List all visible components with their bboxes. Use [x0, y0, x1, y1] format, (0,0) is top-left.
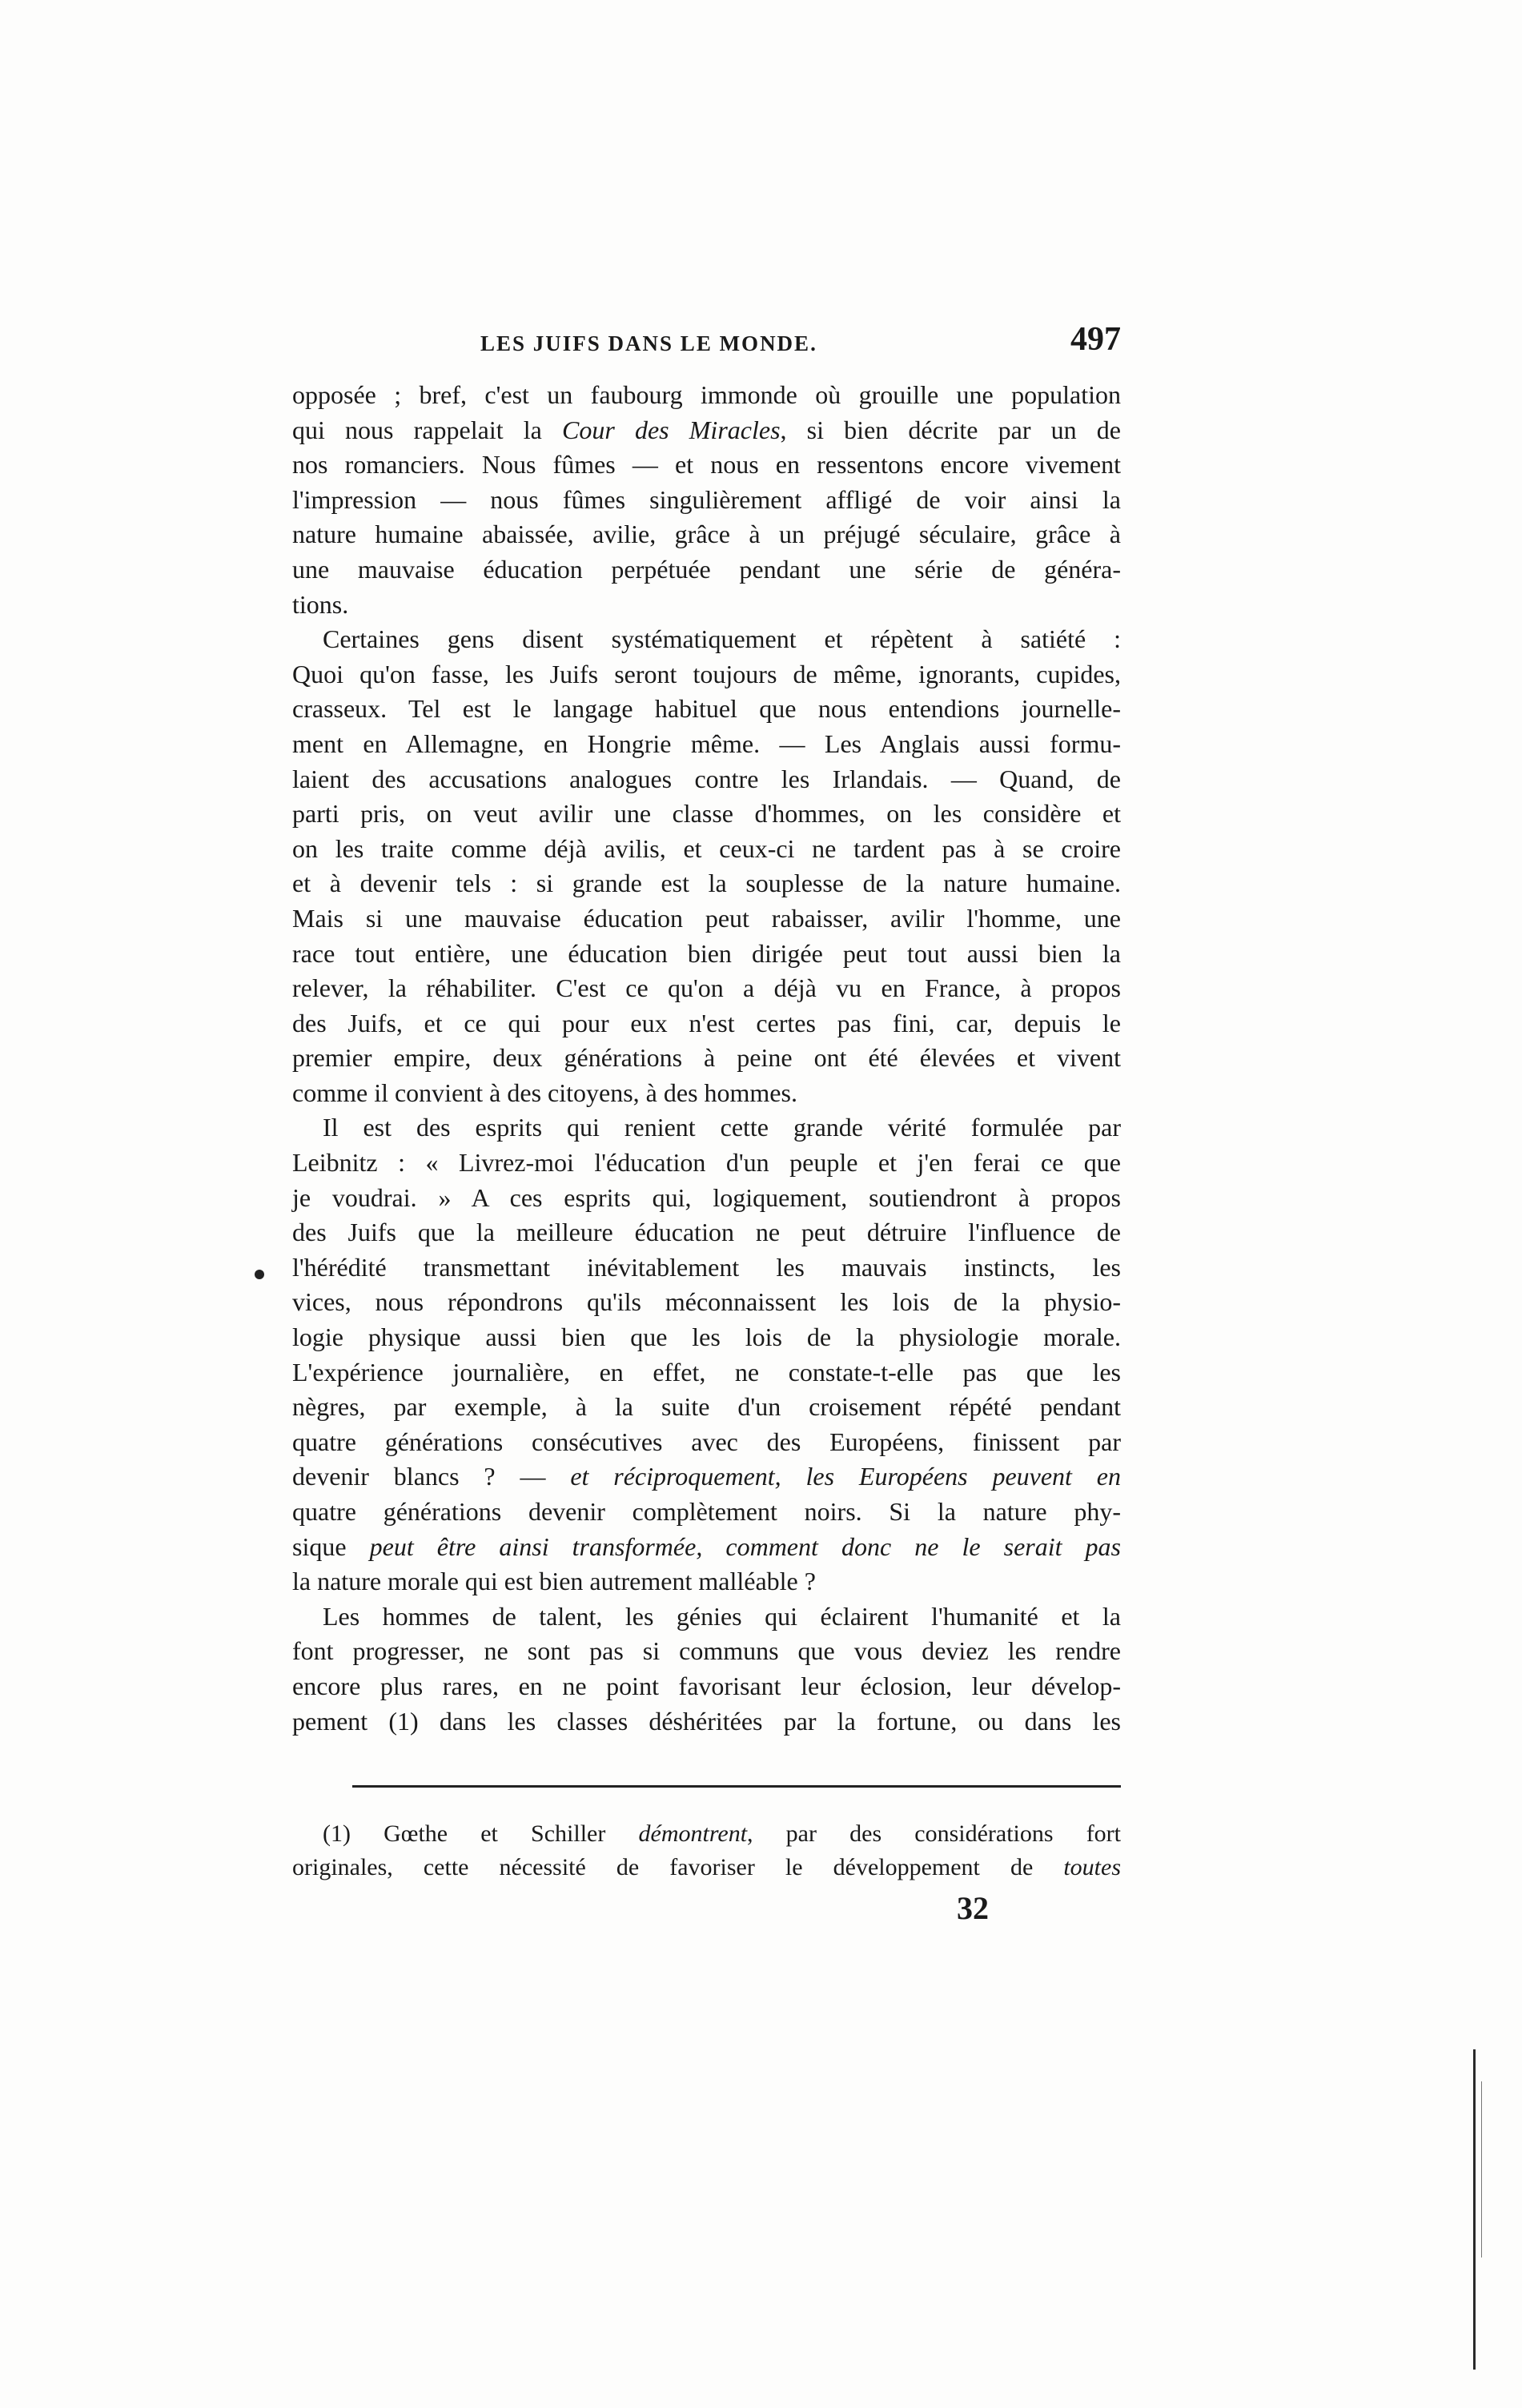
italic-segment: et réciproquement, les Européens peuvent en — [570, 1462, 1122, 1491]
binding-edge-mark — [1481, 2081, 1482, 2258]
text-line: laient des accusations analogues contre les Irlandais. — Quand, de — [292, 764, 1121, 793]
text-line: nègres, par exemple, à la suite d'un croisement répété pendant — [292, 1392, 1121, 1422]
footnote-line — [292, 1851, 1121, 1884]
text-line: font progresser, ne sont pas si communs que vous deviez les rendre — [292, 1636, 1121, 1666]
text-line: l'hérédité transmettant inévitablement les mauvais instincts, les — [292, 1252, 1121, 1282]
binding-edge-mark — [1473, 2049, 1476, 2370]
text-line: opposée ; bref, c'est un faubourg immonde où grouille une population — [292, 380, 1121, 409]
text-segment: qui nous rappelait la — [292, 415, 562, 444]
page-number: 497 — [1070, 321, 1121, 358]
text-line: race tout entière, une éducation bien dirigée peut tout aussi bien la — [292, 938, 1121, 968]
text-line — [292, 1459, 1121, 1495]
text-line: des Juifs, et ce qui pour eux n'est certes pas fini, car, depuis le — [292, 1008, 1121, 1037]
text-line: on les traite comme déjà avilis, et ceux-ci ne tardent pas à se croire — [292, 833, 1121, 863]
text-line — [292, 413, 1121, 448]
text-line: Leibnitz : « Livrez-moi l'éducation d'un peuple et j'en ferai ce que — [292, 1148, 1121, 1178]
text-line: vices, nous répondrons qu'ils méconnaissent les lois de la physio- — [292, 1287, 1121, 1317]
body-text — [292, 378, 1121, 1739]
running-title: LES JUIFS DANS LE MONDE. — [480, 331, 817, 355]
text-line: nos romanciers. Nous fûmes — et nous en ressentons encore vivement — [292, 450, 1121, 480]
text-line: ment en Allemagne, en Hongrie même. — Les Anglais aussi formu- — [292, 728, 1121, 758]
text-line: relever, la réhabiliter. C'est ce qu'on a déjà vu en France, à propos — [292, 973, 1121, 1003]
text-segment: , par des considérations fort — [747, 1820, 1122, 1847]
text-line: Quoi qu'on fasse, les Juifs seront toujours de même, ignorants, cupides, — [292, 659, 1121, 688]
margin-dot-mark — [255, 1270, 264, 1279]
text-line: l'impression — nous fûmes singulièrement affligé de voir ainsi la — [292, 484, 1121, 514]
text-line: une mauvaise éducation perpétuée pendant une série de généra- — [292, 554, 1121, 584]
text-line: Il est des esprits qui renient cette grande vérité formulée par — [323, 1113, 1121, 1142]
text-line: L'expérience journalière, en effet, ne constate-t-elle pas que les — [292, 1357, 1121, 1387]
footnote — [292, 1817, 1121, 1884]
text-line: la nature morale qui est bien autrement malléable ? — [292, 1567, 816, 1596]
text-line: nature humaine abaissée, avilie, grâce à un préjugé séculaire, grâce à — [292, 520, 1121, 549]
italic-segment: démontrent — [638, 1820, 748, 1847]
text-line — [292, 1530, 1121, 1565]
text-segment: sique — [292, 1531, 370, 1561]
text-line: des Juifs que la meilleure éducation ne peut détruire l'influence de — [292, 1218, 1121, 1247]
footnote-line — [292, 1817, 1121, 1851]
text-line: quatre générations consécutives avec des Européens, finissent par — [292, 1427, 1121, 1456]
italic-segment: toutes — [1063, 1854, 1121, 1880]
text-segment: , si bien décrite par un de — [780, 415, 1121, 444]
text-line: premier empire, deux générations à peine ont été élevées et vivent — [292, 1043, 1121, 1073]
text-segment: originales, cette nécessité de favoriser le développement de — [292, 1854, 1064, 1880]
page-header — [292, 320, 1121, 368]
text-line: parti pris, on veut avilir une classe d'hommes, on les considère et — [292, 799, 1121, 829]
text-line: logie physique aussi bien que les lois de la physiologie morale. — [292, 1322, 1121, 1352]
footnote-separator — [352, 1785, 1121, 1788]
text-line: encore plus rares, en ne point favorisant leur éclosion, leur dévelop- — [292, 1671, 1121, 1700]
signature-mark: 32 — [957, 1890, 989, 1926]
text-line: tions. — [292, 589, 349, 619]
text-line: crasseux. Tel est le langage habituel que nous entendions journelle- — [292, 694, 1121, 724]
text-segment: devenir blancs ? — — [292, 1462, 571, 1491]
text-line: comme il convient à des citoyens, à des hommes. — [292, 1078, 797, 1107]
text-line: je voudrai. » A ces esprits qui, logiquement, soutiendront à propos — [292, 1182, 1121, 1212]
italic-segment: peut être ainsi transformée, comment donc ne le serait pas — [369, 1531, 1122, 1561]
text-line: pement (1) dans les classes déshéritées par la fortune, ou dans les — [292, 1706, 1121, 1736]
text-segment: (1) Gœthe et Schiller — [323, 1820, 639, 1847]
italic-segment: Cour des Miracles — [562, 415, 781, 444]
text-line: Mais si une mauvaise éducation peut rabaisser, avilir l'homme, une — [292, 903, 1121, 933]
text-line: quatre générations devenir complètement noirs. Si la nature phy- — [292, 1497, 1121, 1526]
text-line: Les hommes de talent, les génies qui éclairent l'humanité et la — [323, 1601, 1121, 1631]
text-line: Certaines gens disent systématiquement et répètent à satiété : — [323, 624, 1121, 654]
text-line: et à devenir tels : si grande est la souplesse de la nature humaine. — [292, 869, 1121, 898]
